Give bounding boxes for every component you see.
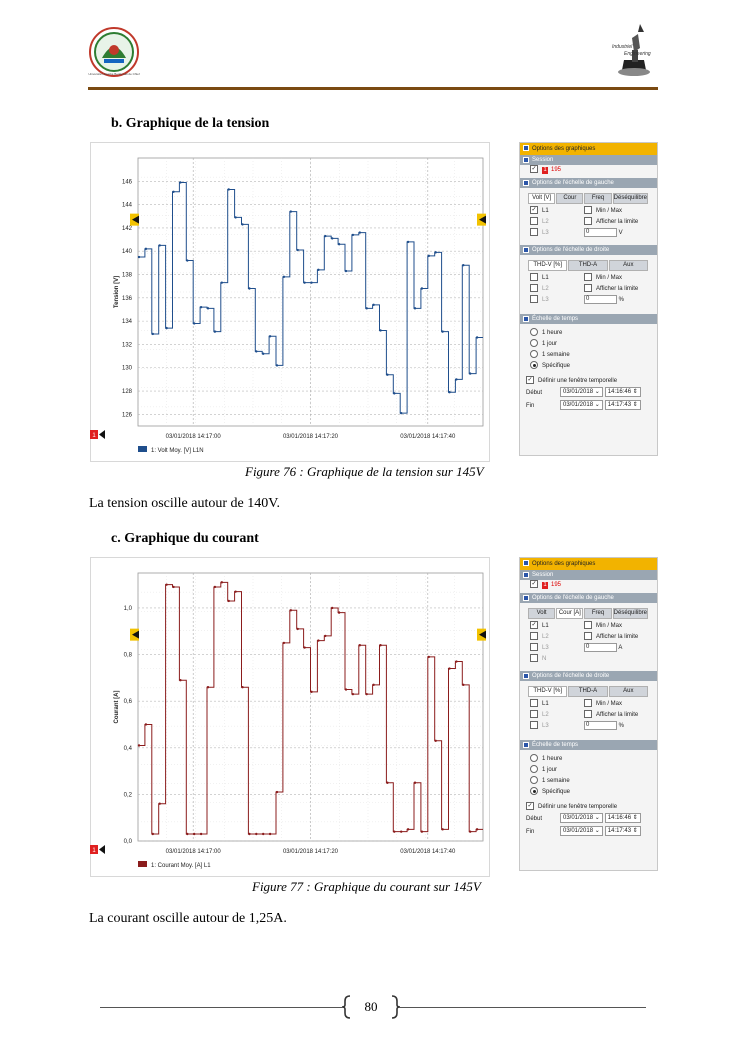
current-data-point [345, 688, 347, 690]
voltage-xtick-label: 03/01/2018 14:17:00 [165, 434, 221, 440]
voltage-data-point [172, 191, 174, 193]
channel-checkbox[interactable] [530, 217, 538, 225]
current-data-point [241, 686, 243, 688]
current-data-point [448, 667, 450, 669]
current-data-point [248, 833, 250, 835]
voltage-data-point [303, 281, 305, 283]
session-badge: 1 [543, 582, 547, 588]
right-scale-tabs [528, 686, 649, 697]
voltage-data-point [214, 330, 216, 332]
channel-checkbox[interactable] [530, 654, 538, 662]
voltage-data-point [469, 372, 471, 374]
left-scale-tab[interactable]: Cour [A] [556, 608, 583, 619]
current-data-point [476, 828, 478, 830]
voltage-xtick-label: 03/01/2018 14:17:20 [282, 434, 339, 440]
right-channel-checkbox[interactable] [530, 721, 538, 729]
right-channel-checkbox[interactable] [530, 710, 538, 718]
current-data-point [207, 686, 209, 688]
time-radio[interactable] [530, 328, 538, 336]
voltage-data-point [165, 327, 167, 329]
right-scale-tab[interactable]: Aux [609, 686, 648, 697]
left-channel-row: ✓ L1 Min / Max [531, 622, 623, 629]
time-scale-header[interactable]: Échelle de temps [520, 740, 657, 750]
voltage-data-point [262, 353, 264, 355]
voltage-ytick-label: 130 [121, 365, 132, 372]
voltage-session-arrow [99, 430, 105, 439]
left-scale-tab[interactable]: Volt [528, 608, 555, 619]
right-channel-checkbox[interactable] [530, 273, 538, 281]
right-scale-tab[interactable]: THD-A [568, 260, 607, 271]
graph-options-panel-top [519, 142, 658, 456]
time-option[interactable]: 1 heure [520, 328, 657, 339]
voltage-data-point [269, 335, 271, 337]
debut-row: Début 03/01/2018 ⌄ 14:16:46 ⇕ [520, 387, 657, 400]
voltage-data-point [241, 223, 243, 225]
time-option[interactable]: 1 semaine [520, 350, 657, 361]
right-scale-header[interactable]: Options de l'échelle de droite [520, 245, 657, 255]
current-data-point [428, 656, 430, 658]
right-limit-checkbox[interactable] [584, 284, 592, 292]
debut-date-select[interactable]: 03/01/2018 ⌄ [560, 813, 603, 823]
left-channel-row: L3 0 A [520, 643, 657, 654]
voltage-data-point [421, 287, 423, 289]
current-data-point [200, 833, 202, 835]
current-data-point [317, 639, 319, 641]
current-xtick-label: 03/01/2018 14:17:20 [282, 849, 339, 855]
current-data-point [331, 607, 333, 609]
session-value: 195 [551, 167, 562, 173]
voltage-data-point [145, 248, 147, 250]
industrial-engineering-icon [610, 20, 658, 80]
right-minmax-checkbox[interactable] [584, 699, 592, 707]
voltage-data-point [359, 231, 361, 233]
footer-rule-right [400, 1007, 646, 1008]
section-c-paragraph: La courant oscille autour de 1,25A. [89, 911, 287, 926]
options-title[interactable]: Options des graphiques [520, 143, 657, 155]
right-scale-tab[interactable]: THD-A [568, 686, 607, 697]
current-data-point [338, 611, 340, 613]
session-checkbox[interactable]: ✓ [531, 581, 537, 588]
voltage-data-point [331, 237, 333, 239]
session-row[interactable] [520, 165, 657, 176]
voltage-data-point [435, 251, 437, 253]
fin-time-input[interactable]: 14:17:43 ⇕ [605, 400, 641, 410]
right-scale-tab[interactable]: THD-V [%] [528, 260, 567, 271]
limit-checkbox[interactable] [584, 217, 592, 225]
session-header[interactable]: Session [520, 570, 657, 580]
current-data-point [234, 590, 236, 592]
session-badge: 1 [543, 167, 547, 173]
voltage-data-point [297, 249, 299, 251]
voltage-data-point [200, 306, 202, 308]
voltage-data-point [317, 269, 319, 271]
voltage-legend-swatch [138, 446, 147, 452]
time-radio[interactable] [530, 754, 538, 762]
left-channel-row: ✓ L1 Min / Max [531, 207, 623, 214]
voltage-session-badge-label: 1 [92, 433, 96, 439]
current-data-point [290, 609, 292, 611]
current-data-point [372, 684, 374, 686]
time-option[interactable]: Spécifique [520, 361, 657, 372]
voltage-ytick-label: 138 [121, 272, 132, 279]
fin-row: Fin 03/01/2018 ⌄ 14:17:43 ⇕ [520, 826, 657, 839]
options-title[interactable]: Options des graphiques [520, 558, 657, 570]
voltage-data-point [345, 270, 347, 272]
voltage-data-point [248, 287, 250, 289]
voltage-chart [90, 142, 488, 460]
right-channel-checkbox[interactable] [530, 295, 538, 303]
current-legend-label: 1: Courant Moy. [A] L1 [151, 863, 211, 869]
right-channel-row: L2 Afficher la limite [520, 710, 657, 721]
current-data-point [138, 744, 140, 746]
session-checkbox[interactable]: ✓ [531, 166, 537, 173]
current-data-point [352, 693, 354, 695]
left-channel-row: L2 Afficher la limite [520, 217, 657, 228]
current-data-point [228, 600, 230, 602]
time-option[interactable]: 1 jour [520, 339, 657, 350]
voltage-data-point [448, 391, 450, 393]
voltage-data-point [400, 412, 402, 414]
current-data-point [255, 833, 257, 835]
session-header[interactable]: Session [520, 155, 657, 165]
current-legend-swatch [138, 861, 147, 867]
left-scale-tab[interactable]: Volt [V] [528, 193, 555, 204]
current-data-point [366, 693, 368, 695]
current-data-point [359, 644, 361, 646]
right-scale-tabs [528, 260, 649, 271]
right-limit-input[interactable]: 0 [584, 721, 617, 730]
voltage-data-point [462, 264, 464, 266]
current-data-point [386, 782, 388, 784]
current-xtick-label: 03/01/2018 14:17:00 [165, 849, 221, 855]
current-xtick-label: 03/01/2018 14:17:40 [400, 849, 456, 855]
university-emblem-icon [82, 26, 146, 78]
right-channel-row: L1 Min / Max [520, 273, 657, 284]
voltage-data-point [290, 210, 292, 212]
current-data-point [324, 635, 326, 637]
voltage-ytick-label: 144 [121, 202, 132, 209]
debut-time-input[interactable]: 14:16:46 ⇕ [605, 387, 641, 397]
time-radio[interactable] [530, 765, 538, 773]
debut-row: Début 03/01/2018 ⌄ 14:16:46 ⇕ [520, 813, 657, 826]
voltage-ytick-label: 140 [121, 249, 132, 256]
debut-time-input[interactable]: 14:16:46 ⇕ [605, 813, 641, 823]
right-channel-row: L3 0 % [520, 295, 657, 306]
voltage-data-point [324, 235, 326, 237]
left-scale-tabs [528, 193, 649, 204]
page-number: 80 [364, 999, 378, 1014]
engineering-logo [610, 20, 658, 80]
voltage-data-point [207, 307, 209, 309]
time-option[interactable]: 1 semaine [520, 776, 657, 787]
voltage-ytick-label: 146 [121, 179, 132, 186]
time-radio[interactable] [530, 787, 538, 795]
left-scale-tab[interactable]: Déséquilibre [613, 193, 648, 204]
current-data-point [179, 679, 181, 681]
right-channel-row: L1 Min / Max [520, 699, 657, 710]
voltage-ytick-label: 136 [121, 295, 132, 302]
time-radio[interactable] [530, 339, 538, 347]
session-row[interactable] [520, 580, 657, 591]
current-data-point [297, 628, 299, 630]
current-data-point [455, 660, 457, 662]
current-data-point [310, 691, 312, 693]
time-option[interactable]: 1 heure [520, 754, 657, 765]
current-data-point [400, 830, 402, 832]
voltage-data-point [186, 259, 188, 261]
right-scale-header[interactable]: Options de l'échelle de droite [520, 671, 657, 681]
current-data-point [435, 740, 437, 742]
current-data-point [414, 782, 416, 784]
voltage-data-point [379, 329, 381, 331]
left-scale-tab[interactable]: Déséquilibre [613, 608, 648, 619]
right-limit-checkbox[interactable] [584, 710, 592, 718]
right-channel-row: L2 Afficher la limite [520, 284, 657, 295]
current-data-point [441, 828, 443, 830]
header-rule [88, 87, 658, 90]
time-radio[interactable] [530, 350, 538, 358]
channel-checkbox[interactable] [530, 632, 538, 640]
time-scale-header[interactable]: Échelle de temps [520, 314, 657, 324]
voltage-data-point [234, 216, 236, 218]
left-scale-tabs [528, 608, 649, 619]
current-data-point [469, 830, 471, 832]
right-channel-checkbox[interactable] [530, 284, 538, 292]
right-channel-checkbox[interactable] [530, 699, 538, 707]
current-data-point [393, 830, 395, 832]
section-c-heading: c. Graphique du courant [111, 531, 259, 546]
define-window-row[interactable]: ✓ Définir une fenêtre temporelle [527, 377, 618, 384]
current-ytick-label: 0,6 [123, 699, 132, 706]
current-chart [90, 557, 488, 875]
voltage-data-point [283, 276, 285, 278]
voltage-data-point [221, 281, 223, 283]
voltage-data-point [338, 243, 340, 245]
voltage-data-point [138, 256, 140, 258]
voltage-data-point [228, 188, 230, 190]
fin-row: Fin 03/01/2018 ⌄ 14:17:43 ⇕ [520, 400, 657, 413]
voltage-data-point [152, 333, 154, 335]
left-channel-row: L2 Afficher la limite [520, 632, 657, 643]
voltage-data-point [255, 350, 257, 352]
university-logo-caption: Université Hassiba Benbouali de Chlef [88, 72, 140, 76]
current-data-point [421, 830, 423, 832]
left-channel-row: L3 0 V [520, 228, 657, 239]
voltage-data-point [366, 307, 368, 309]
current-session-arrow [99, 845, 105, 854]
current-ytick-label: 0,2 [123, 792, 132, 799]
voltage-data-point [414, 307, 416, 309]
current-data-point [221, 581, 223, 583]
fin-date-select[interactable]: 03/01/2018 ⌄ [560, 826, 603, 836]
current-data-point [283, 642, 285, 644]
limit-input[interactable]: 0 [584, 228, 617, 237]
fin-time-input[interactable]: 14:17:43 ⇕ [605, 826, 641, 836]
left-scale-tab[interactable]: Freq [584, 608, 611, 619]
current-data-point [303, 646, 305, 648]
limit-input[interactable]: 0 [584, 643, 617, 652]
graph-options-panel-bottom [519, 557, 658, 871]
voltage-xtick-label: 03/01/2018 14:17:40 [400, 434, 456, 440]
minmax-checkbox[interactable] [584, 206, 592, 214]
voltage-ytick-label: 128 [121, 389, 132, 396]
voltage-data-point [455, 378, 457, 380]
current-data-point [145, 723, 147, 725]
voltage-data-point [352, 234, 354, 236]
current-data-point [214, 586, 216, 588]
current-data-point [462, 684, 464, 686]
voltage-ytick-label: 132 [121, 342, 132, 349]
current-data-point [269, 833, 271, 835]
fin-date-select[interactable]: 03/01/2018 ⌄ [560, 400, 603, 410]
current-data-point [159, 803, 161, 805]
session-value: 195 [551, 582, 562, 588]
current-data-point [407, 828, 409, 830]
current-data-point [186, 833, 188, 835]
figure-77-caption: Figure 77 : Graphique du courant sur 145V [252, 879, 481, 894]
voltage-data-point [159, 244, 161, 246]
current-data-point [152, 833, 154, 835]
voltage-data-point [193, 322, 195, 324]
voltage-ytick-label: 134 [121, 319, 132, 326]
right-channel-row: L3 0 % [520, 721, 657, 732]
right-scale-tab[interactable]: Aux [609, 260, 648, 271]
right-scale-tab[interactable]: THD-V [%] [528, 686, 567, 697]
current-ytick-label: 1,0 [123, 605, 132, 612]
voltage-data-point [386, 374, 388, 376]
university-logo [82, 26, 146, 78]
voltage-data-point [372, 304, 374, 306]
current-data-point [379, 644, 381, 646]
voltage-data-point [476, 336, 478, 338]
voltage-y-axis-label: Tension [V] [114, 275, 120, 309]
right-limit-input[interactable]: 0 [584, 295, 617, 304]
time-option[interactable]: 1 jour [520, 765, 657, 776]
current-ytick-label: 0,8 [123, 652, 132, 659]
channel-checkbox[interactable]: ✓ [531, 622, 537, 629]
voltage-data-point [407, 241, 409, 243]
current-data-point [276, 791, 278, 793]
voltage-data-point [179, 181, 181, 183]
minmax-checkbox[interactable] [584, 621, 592, 629]
current-ytick-label: 0,0 [123, 839, 132, 845]
voltage-data-point [428, 255, 430, 257]
time-radio[interactable] [530, 776, 538, 784]
current-session-badge-label: 1 [92, 848, 96, 854]
define-window-checkbox[interactable]: ✓ [527, 377, 533, 384]
voltage-legend-label: 1: Volt Moy. [V] L1N [151, 448, 204, 454]
right-minmax-checkbox[interactable] [584, 273, 592, 281]
current-data-point [165, 583, 167, 585]
voltage-data-point [441, 330, 443, 332]
time-radio[interactable] [530, 361, 538, 369]
left-scale-header[interactable]: Options de l'échelle de gauche [520, 593, 657, 603]
logo-text-industriel: Industriel [612, 44, 633, 50]
left-scale-tab[interactable]: Freq [584, 193, 611, 204]
time-option[interactable]: Spécifique [520, 787, 657, 798]
voltage-data-point [393, 392, 395, 394]
logo-text-engineering: Engineering [624, 51, 651, 57]
debut-date-select[interactable]: 03/01/2018 ⌄ [560, 387, 603, 397]
section-b-heading: b. Graphique de la tension [111, 116, 270, 131]
figure-76-caption: Figure 76 : Graphique de la tension sur 145V [245, 464, 484, 479]
voltage-ytick-label: 126 [121, 412, 132, 419]
define-window-row[interactable]: ✓ Définir une fenêtre temporelle [527, 803, 618, 810]
left-scale-header[interactable]: Options de l'échelle de gauche [520, 178, 657, 188]
footer-rule-left [100, 1007, 342, 1008]
current-y-axis-label: Courant [A] [114, 690, 120, 724]
voltage-ytick-label: 142 [121, 225, 132, 232]
left-channel-row: N [520, 654, 657, 665]
current-data-point [172, 586, 174, 588]
current-ytick-label: 0,4 [123, 745, 132, 752]
section-b-paragraph: La tension oscille autour de 140V. [89, 496, 281, 511]
channel-checkbox[interactable] [530, 643, 538, 651]
left-scale-tab[interactable]: Cour [556, 193, 583, 204]
define-window-checkbox[interactable]: ✓ [527, 803, 533, 810]
current-data-point [193, 833, 195, 835]
limit-checkbox[interactable] [584, 632, 592, 640]
channel-checkbox[interactable] [530, 228, 538, 236]
current-data-point [262, 833, 264, 835]
channel-checkbox[interactable]: ✓ [531, 207, 537, 214]
voltage-data-point [310, 281, 312, 283]
voltage-data-point [276, 364, 278, 366]
